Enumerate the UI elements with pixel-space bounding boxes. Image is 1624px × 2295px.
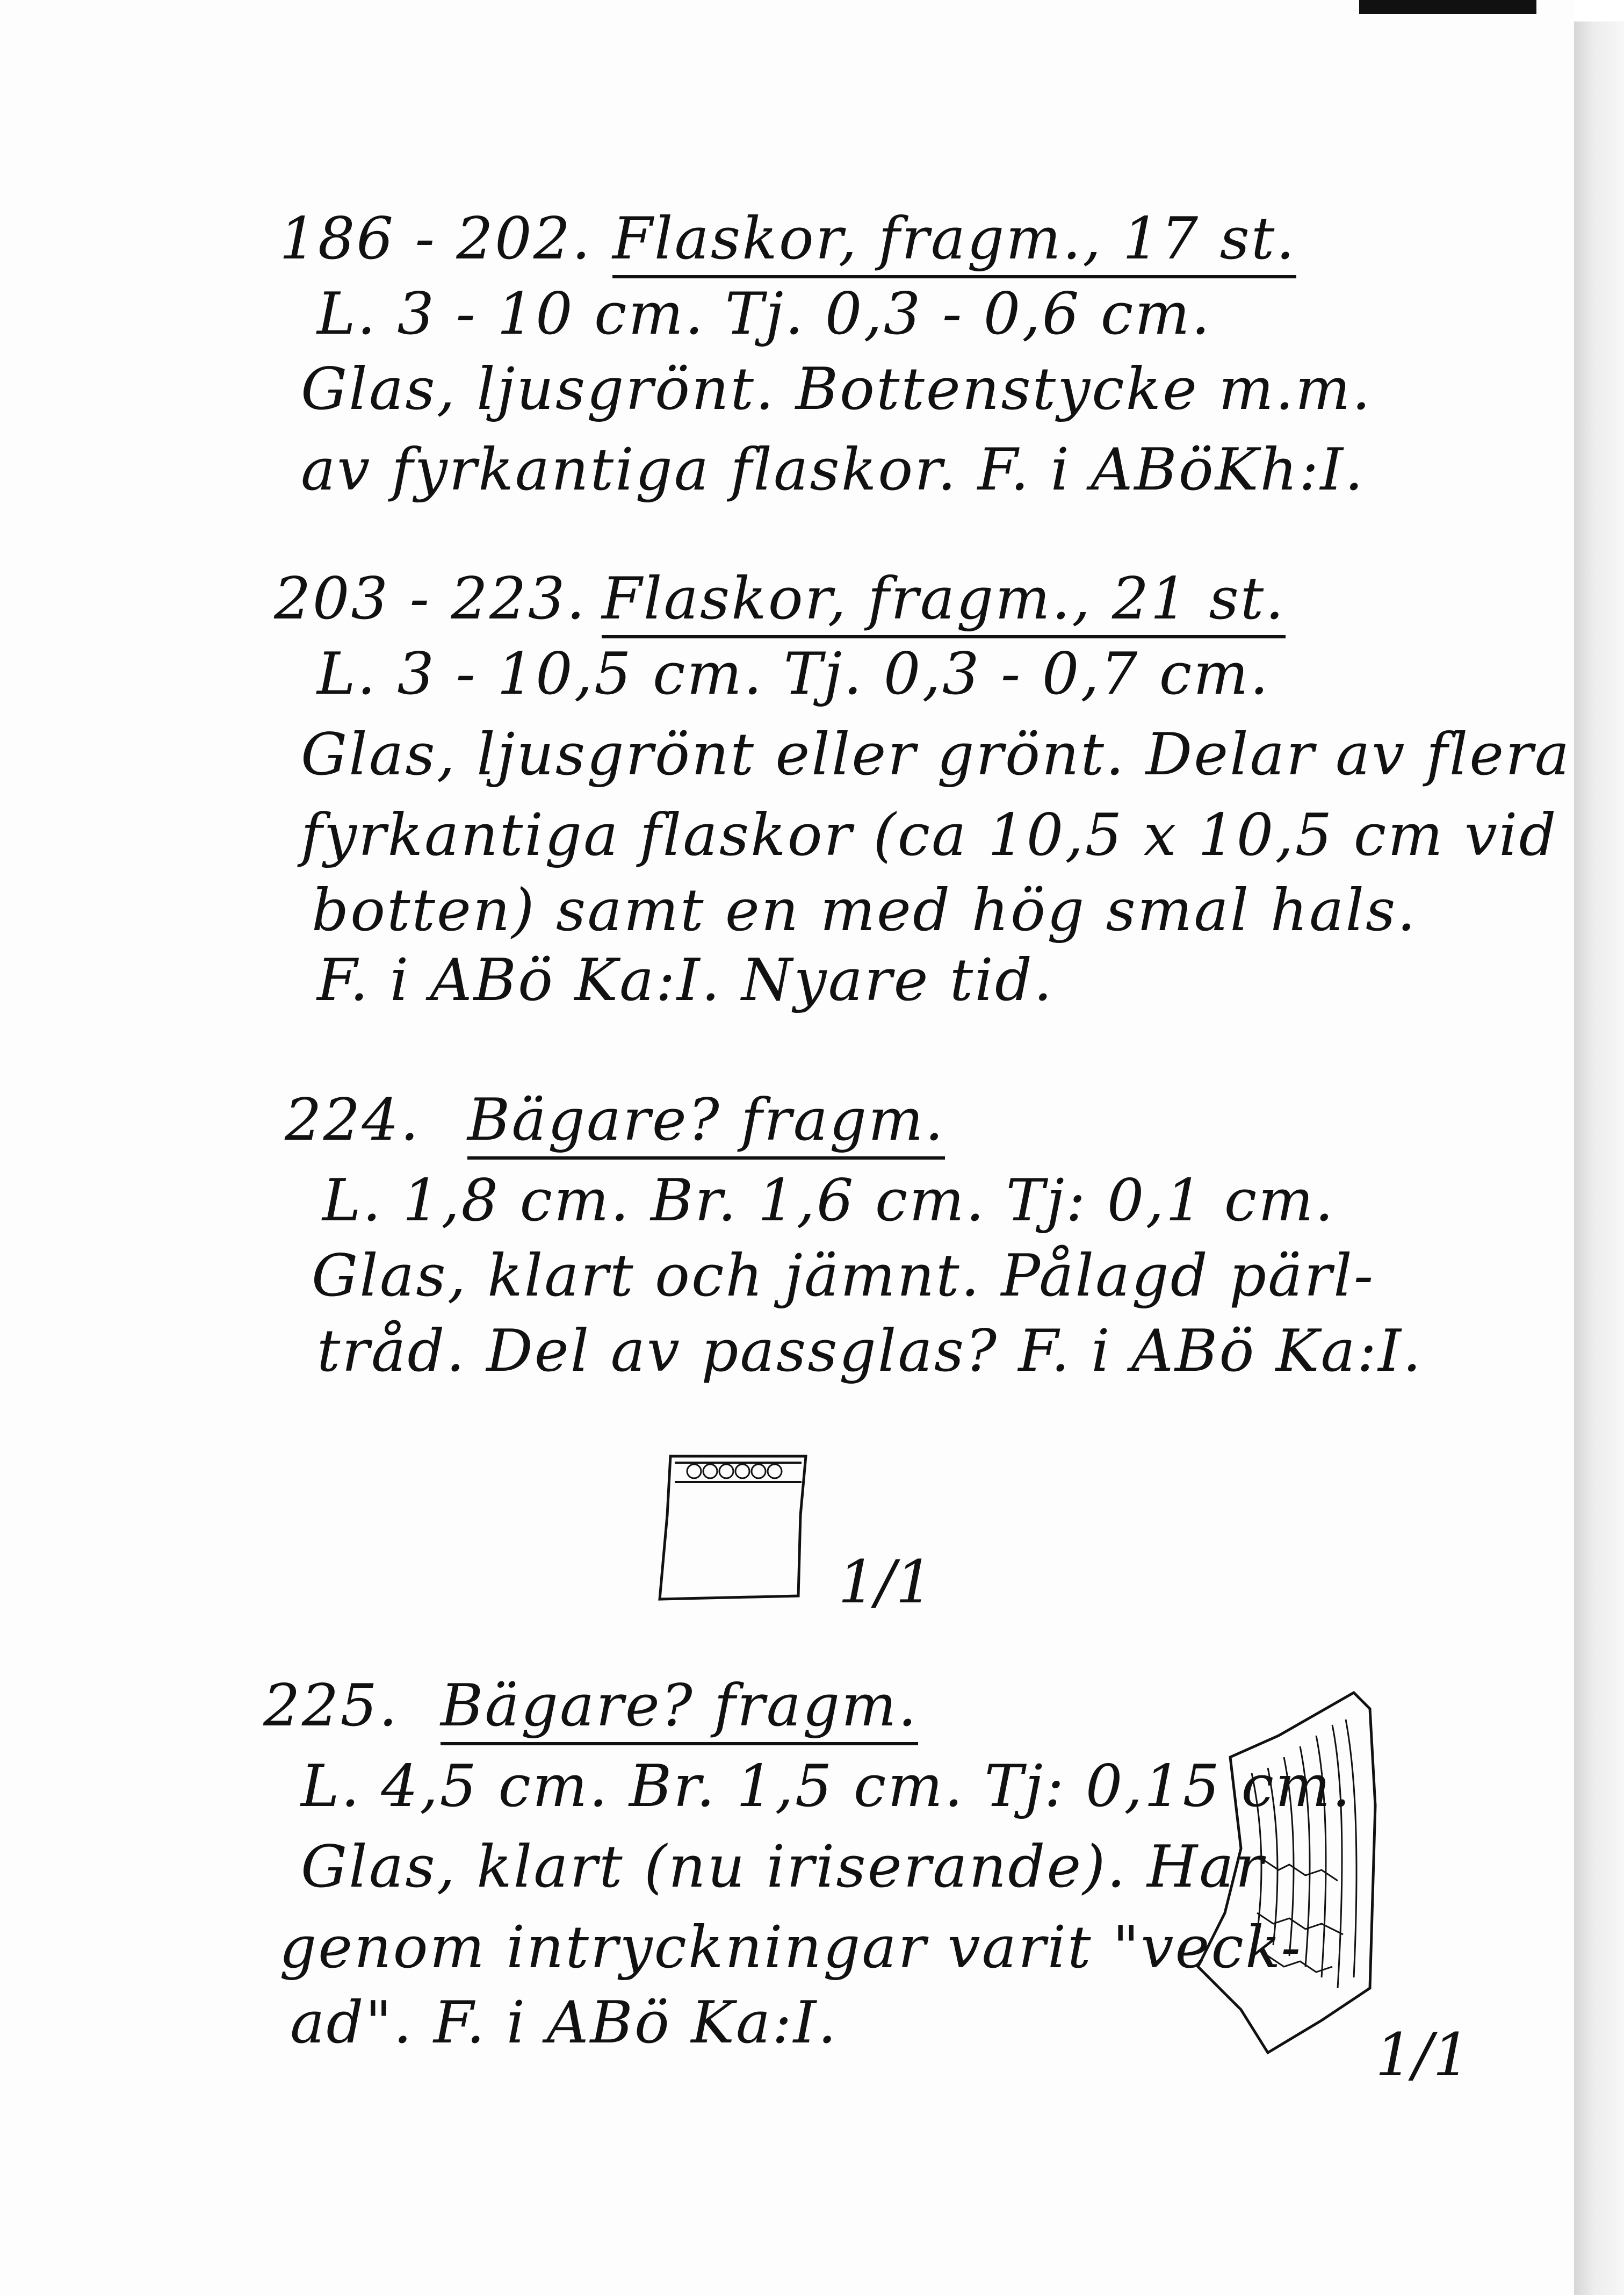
entry-number: 186 - 202. (279, 205, 592, 272)
entry-number: 203 - 223. (274, 565, 587, 632)
entry-line: Glas, ljusgrönt eller grönt. Delar av flera (301, 721, 1571, 788)
entry-line: tråd. Del av passglas? F. i ABö Ka:I. (317, 1318, 1423, 1385)
entry-number: 225. (263, 1672, 399, 1739)
entry-title: Flaskor, fragm., 17 st. (612, 204, 1296, 278)
fragment-sketch-225 (1193, 1687, 1397, 2074)
page-edge (1574, 21, 1624, 2295)
entry-line: botten) samt en med hög smal hals. (312, 877, 1417, 944)
entry-line: L. 4,5 cm. Br. 1,5 cm. Tj: 0,15 cm. (301, 1753, 1352, 1820)
entry-line: L. 3 - 10,5 cm. Tj. 0,3 - 0,7 cm. (317, 641, 1271, 708)
fragment-sketch-224 (645, 1440, 817, 1612)
entry-line: L. 3 - 10 cm. Tj. 0,3 - 0,6 cm. (317, 280, 1211, 348)
entry-line: av fyrkantiga flaskor. F. i ABöKh:I. (301, 436, 1365, 503)
entry-line: fyrkantiga flaskor (ca 10,5 x 10,5 cm vid (301, 802, 1558, 869)
scale-note: 1/1 (838, 1548, 934, 1616)
entry-line: Glas, klart och jämnt. Pålagd pärl- (312, 1242, 1375, 1310)
entry-line: genom intryckningar varit "veck- (279, 1914, 1302, 1981)
entry-title: Bägare? fragm. (467, 1085, 945, 1160)
entry-line: Glas, klart (nu iriserande). Har (301, 1833, 1265, 1901)
entry-title: Flaskor, fragm., 21 st. (602, 564, 1286, 638)
scale-note: 1/1 (1375, 2020, 1471, 2089)
scan-corner-mark (1359, 0, 1536, 14)
entry-title: Bägare? fragm. (441, 1671, 918, 1745)
entry-line: L. 1,8 cm. Br. 1,6 cm. Tj: 0,1 cm. (322, 1167, 1336, 1234)
entry-line: ad". F. i ABö Ka:I. (290, 1989, 838, 2056)
entry-number: 224. (285, 1087, 421, 1154)
entry-line: F. i ABö Ka:I. Nyare tid. (317, 947, 1054, 1014)
entry-line: Glas, ljusgrönt. Bottenstycke m.m. (301, 356, 1372, 423)
